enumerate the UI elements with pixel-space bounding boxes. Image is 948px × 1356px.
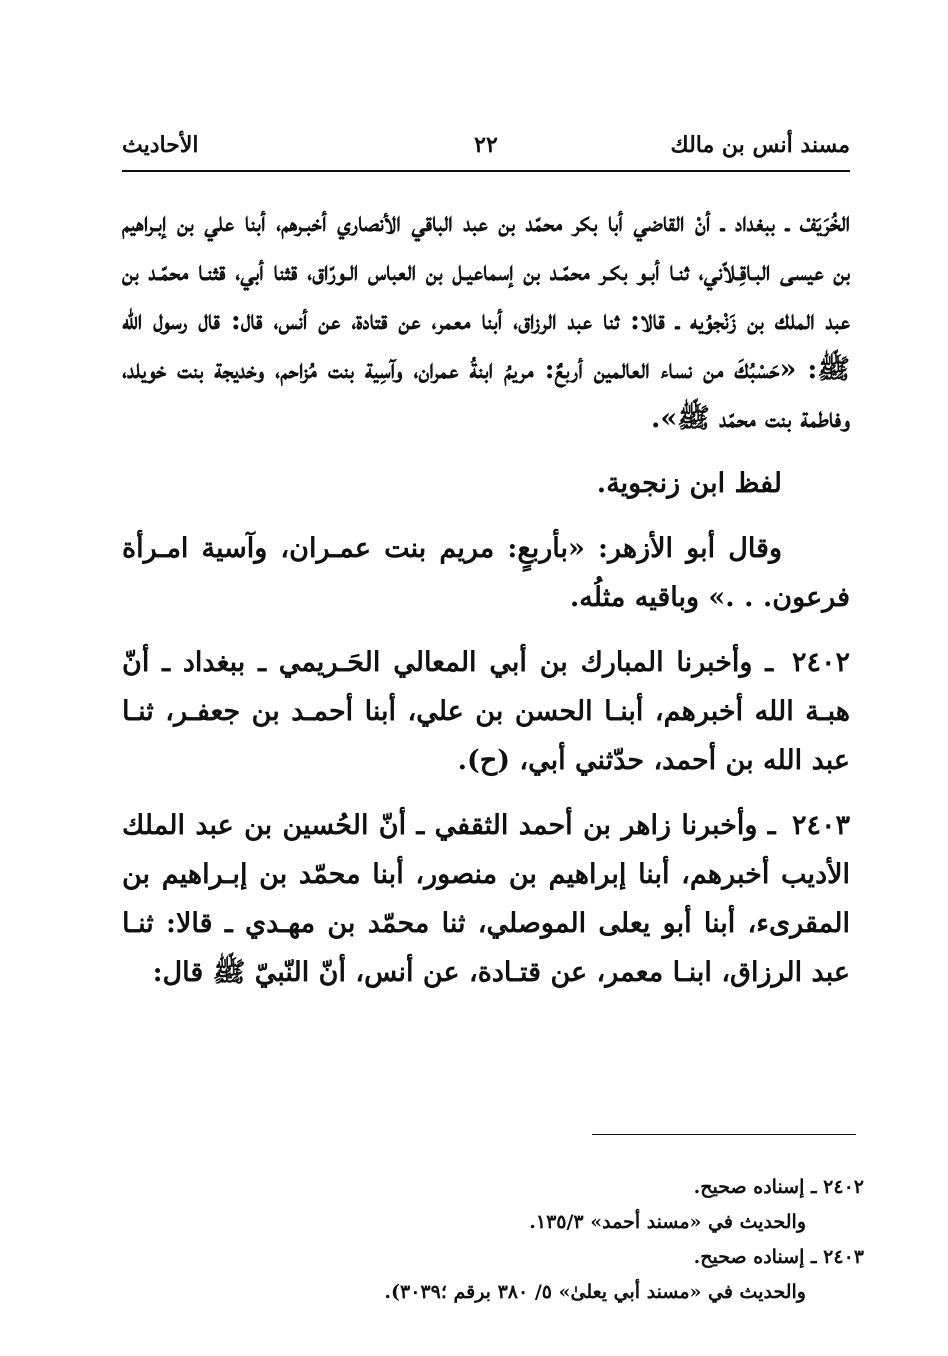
paragraph-text: ـ وأخبرنا المبارك بن أبي المعالي الحَـريمي ـ ببغداد ـ أنّ هبـة الله أخبرهم، أبنـا الحسن بن علي، أبنا أحمـد بن جعفـر، ثنـا عبد الله بن أحمد، حدّثني أبي، (ح).	[122, 647, 850, 776]
section-title: الأحاديث	[122, 132, 199, 158]
footnotes	[264, 1170, 864, 1310]
paragraph-text: وقال أبو الأزهر: «بأربعٍ: مريم بنت عمـران، وآسية امـرأة فرعون. . .» وباقيه مثلُه.	[122, 533, 850, 613]
hadith-number: ٢٤٠٣	[791, 810, 850, 841]
paragraph-text: ـ وأخبرنا زاهر بن أحمد الثقفي ـ أنّ الحُسين بن عبد الملك الأديب أخبرهم، أبنا إبراهيم بن منصور، أبنا محمّد بن إبـراهيم بن المقرىء، أبنا أبو يعلى الموصلي، ثنا محمّد بن مهـدي ـ قالا: ثنـا عبد الرزاق، ابنـا معمر، عن قتـادة، عن أنس، أنّ النّبيّ ﷺ قال:	[122, 810, 850, 988]
hadith-chain-paragraph	[122, 198, 850, 443]
footnote-line: والحديث في «مسند أبي يعلىٰ» ٥/ ٣٨٠ برقم ؛٣٠٣٩).	[384, 1281, 806, 1303]
paragraph-text: الخُرَيَفْ ـ ببغداد ـ أنْ القاضي أبا بكر محمّد بن عبد الباقي الأنصاري أخبـرهم، أبنا علي بن إبـراهيم بن عيسى البـاقِـلاّني، ثنـا أبـو بكـر محمّـد بن إسماعيـل بن العباس الـورّاق، قثنا أبي، قثنـا محمّـد بن عبد الملك بن زَنْجوُيه ـ قالا: ثنا عبد الرزاق، أبنا معمر، عن قتادة، عن أنس، قال: قال رسول الله ﷺ: «حَسْبُكَ من نساء العالمين أربعٌ: مريمُ ابنةُ عمران، وآسِية بنت مُزاحم، وخديجة بنت خويلد، وفاطمة بنت محمّد ﷺ».	[122, 207, 850, 434]
page-number: ٢٢	[474, 132, 498, 158]
hadith-number: ٢٤٠٢	[791, 647, 850, 678]
footnote-separator	[592, 1134, 856, 1135]
footnote-line: والحديث في «مسند أحمد» ١٣٥/٣.	[529, 1211, 806, 1233]
wording-note-paragraph	[122, 459, 850, 508]
footnote-line: ٢٤٠٢ ـ إسناده صحيح.	[693, 1176, 864, 1198]
hadith-2402	[122, 638, 850, 785]
main-text	[122, 198, 850, 997]
hadith-2403	[122, 801, 850, 997]
book-title: مسند أنس بن مالك	[670, 132, 850, 158]
variant-note-paragraph	[122, 524, 850, 622]
footnote-line: ٢٤٠٣ ـ إسناده صحيح.	[693, 1246, 864, 1268]
header-rule	[122, 170, 850, 172]
paragraph-text: لفظ ابن زنجوية.	[596, 468, 782, 499]
running-header	[122, 132, 850, 168]
